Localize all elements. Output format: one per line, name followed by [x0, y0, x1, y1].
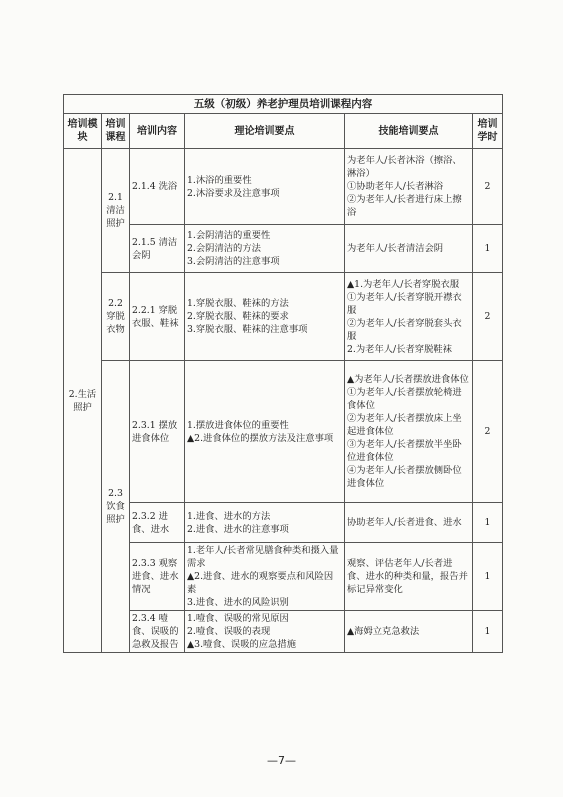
skill-cell — [345, 503, 473, 543]
hours-cell: 1 — [473, 225, 503, 273]
theory-line: ▲2.进食、进水的观察要点和风险因素 — [187, 571, 334, 595]
skill-line: 2.为老年人/长者穿脱鞋袜 — [347, 343, 452, 355]
course-cell: 2.3饮食照护 — [102, 361, 130, 653]
content-cell: 2.3.2 进食、进水 — [130, 503, 185, 543]
theory-line: 1.摆放进食体位的重要性 — [187, 419, 289, 431]
skill-line: ▲1.为老年人/长者穿脱衣服 — [347, 278, 460, 290]
hours-cell: 1 — [473, 611, 503, 653]
skill-cell — [345, 225, 473, 273]
theory-line: 1.进食、进水的方法 — [187, 510, 271, 522]
module-cell: 2.生活照护 — [64, 149, 102, 653]
header-content: 培训内容 — [130, 114, 185, 149]
training-course-table — [63, 94, 503, 653]
skill-cell — [345, 543, 473, 611]
header-row — [64, 114, 503, 149]
theory-line: 1.会阴清洁的重要性 — [187, 230, 271, 241]
content-cell: 2.3.1 摆放进食体位 — [130, 361, 185, 503]
theory-line: 1.穿脱衣服、鞋袜的方法 — [187, 298, 289, 309]
hours-cell: 2 — [473, 149, 503, 225]
skill-line: 协助老年人/长者进食、进水 — [347, 517, 462, 528]
theory-cell — [185, 543, 345, 611]
skill-line: ①为老年人/长者穿脱开襟衣服 — [347, 291, 462, 316]
skill-line: ④为老年人/长者摆放侧卧位进食体位 — [347, 465, 462, 489]
header-theory: 理论培训要点 — [185, 114, 345, 149]
skill-line: ①协助老年人/长者淋浴 — [347, 181, 444, 192]
theory-line: 2.沐浴要求及注意事项 — [187, 187, 280, 199]
theory-line: ▲2.进食体位的摆放方法及注意事项 — [187, 432, 334, 444]
theory-cell — [185, 361, 345, 503]
skill-cell — [345, 611, 473, 653]
content-cell: 2.1.4 洗浴 — [130, 149, 185, 225]
table-row — [64, 611, 503, 653]
skill-line: ②为老年人/长者穿脱套头衣服 — [347, 317, 462, 342]
content-cell: 2.1.5 清洁会阴 — [130, 225, 185, 273]
table-row — [64, 543, 503, 611]
content-cell: 2.3.3 观察进食、进水情况 — [130, 543, 185, 611]
content-cell: 2.3.4 噎食、误吸的急救及报告 — [130, 611, 185, 653]
skill-cell — [345, 273, 473, 361]
content-cell: 2.2.1 穿脱衣服、鞋袜 — [130, 273, 185, 361]
skill-line: 观察、评估老年人/长者进食、进水的种类和量，报告并标记异常变化 — [347, 558, 468, 595]
skill-line: ②为老年人/长者摆放床上坐起进食体位 — [347, 413, 462, 437]
theory-line: 3.穿脱衣服、鞋袜的注意事项 — [187, 324, 308, 335]
theory-line: 1.噎食、误吸的常见原因 — [187, 613, 289, 624]
theory-cell — [185, 149, 345, 225]
theory-line: 2.穿脱衣服、鞋袜的要求 — [187, 311, 289, 322]
theory-line: 2.进食、进水的注意事项 — [187, 523, 289, 535]
table-row — [64, 225, 503, 273]
header-hours: 培训学时 — [473, 114, 503, 149]
skill-line: ②为老年人/长者进行床上擦浴 — [347, 194, 462, 218]
hours-cell: 1 — [473, 503, 503, 543]
table-row — [64, 503, 503, 543]
page-number: —7— — [267, 754, 296, 767]
skill-line: 为老年人/长者沐浴（擦浴、淋浴） — [347, 155, 462, 179]
skill-cell — [345, 149, 473, 225]
skill-line: ①为老年人/长者摆放轮椅进食体位 — [347, 387, 462, 411]
skill-line: ▲为老年人/长者摆放进食体位 — [347, 374, 469, 385]
theory-line: 1.沐浴的重要性 — [187, 174, 252, 186]
table-row — [64, 361, 503, 503]
theory-line: 2.噎食、误吸的表现 — [187, 626, 271, 637]
theory-line: ▲3.噎食、误吸的应急措施 — [187, 639, 296, 650]
table-body — [64, 149, 503, 653]
skill-cell — [345, 361, 473, 503]
theory-line: 2.会阴清洁的方法 — [187, 243, 261, 254]
theory-line: 3.进食、进水的风险识别 — [187, 597, 289, 608]
table-row — [64, 149, 503, 225]
skill-line: ▲海姆立克急救法 — [347, 626, 420, 637]
theory-line: 1.老年人/长者常见膳食种类和摄入量需求 — [187, 545, 339, 569]
theory-cell — [185, 611, 345, 653]
header-course: 培训课程 — [102, 114, 130, 149]
header-skill: 技能培训要点 — [345, 114, 473, 149]
hours-cell: 2 — [473, 273, 503, 361]
skill-line: ③为老年人/长者摆放半坐卧位进食体位 — [347, 439, 462, 463]
theory-cell — [185, 273, 345, 361]
theory-cell — [185, 225, 345, 273]
theory-cell — [185, 503, 345, 543]
table-row — [64, 273, 503, 361]
theory-line: 3.会阴清洁的注意事项 — [187, 256, 280, 267]
header-module: 培训模块 — [64, 114, 102, 149]
table-title: 五级（初级）养老护理员培训课程内容 — [64, 95, 503, 114]
course-cell: 2.2穿脱衣物 — [102, 273, 130, 361]
hours-cell: 1 — [473, 543, 503, 611]
hours-cell: 2 — [473, 361, 503, 503]
skill-line: 为老年人/长者清洁会阴 — [347, 243, 444, 254]
course-cell: 2.1清洁照护 — [102, 149, 130, 273]
